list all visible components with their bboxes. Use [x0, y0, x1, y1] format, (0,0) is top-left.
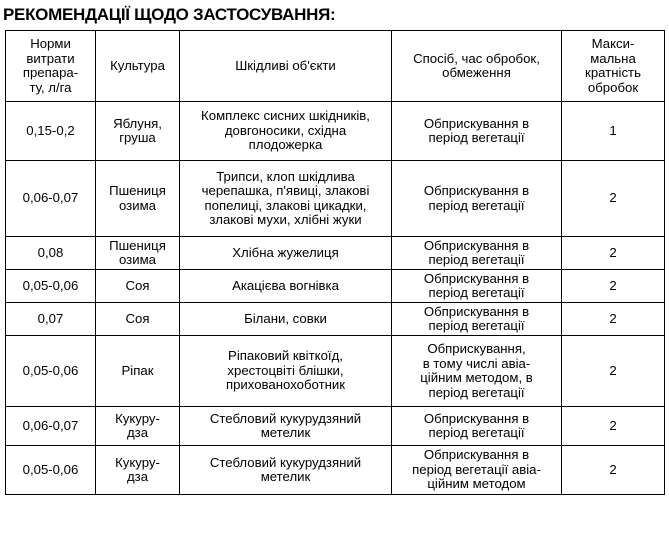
table-row	[6, 102, 665, 161]
recommendations-table	[5, 30, 665, 495]
cell-max-treatments: 2	[562, 446, 665, 495]
table-header-row	[6, 31, 665, 102]
table-row	[6, 446, 665, 495]
header-max-treatments: Макси- мальна кратність обробок	[562, 31, 665, 102]
cell-method: Обприскування в період вегетації	[392, 270, 562, 303]
table-row	[6, 161, 665, 237]
cell-crop: Ріпак	[96, 336, 180, 407]
cell-norm: 0,15-0,2	[6, 102, 96, 161]
header-pests: Шкідливі об'єкти	[180, 31, 392, 102]
cell-norm: 0,05-0,06	[6, 270, 96, 303]
cell-crop: Соя	[96, 270, 180, 303]
cell-max-treatments: 2	[562, 407, 665, 446]
cell-crop: Кукуру- дза	[96, 446, 180, 495]
cell-max-treatments: 2	[562, 336, 665, 407]
cell-method: Обприскування в період вегетації	[392, 161, 562, 237]
table-row	[6, 407, 665, 446]
table-row	[6, 237, 665, 270]
cell-crop: Пшениця озима	[96, 161, 180, 237]
cell-crop: Кукуру- дза	[96, 407, 180, 446]
cell-pests: Білани, совки	[180, 303, 392, 336]
cell-crop: Соя	[96, 303, 180, 336]
cell-max-treatments: 2	[562, 303, 665, 336]
cell-crop: Яблуня, груша	[96, 102, 180, 161]
cell-method: Обприскування в період вегетації	[392, 237, 562, 270]
cell-norm: 0,06-0,07	[6, 407, 96, 446]
table-row	[6, 303, 665, 336]
table-body	[6, 102, 665, 495]
cell-norm: 0,05-0,06	[6, 336, 96, 407]
cell-max-treatments: 2	[562, 161, 665, 237]
table-row	[6, 270, 665, 303]
cell-pests: Стебловий кукурудзяний метелик	[180, 407, 392, 446]
cell-pests: Хлібна жужелиця	[180, 237, 392, 270]
header-crop: Культура	[96, 31, 180, 102]
cell-method: Обприскування в період вегетації	[392, 407, 562, 446]
cell-method: Обприскування в період вегетації авіа- ційним методом	[392, 446, 562, 495]
cell-norm: 0,06-0,07	[6, 161, 96, 237]
cell-norm: 0,07	[6, 303, 96, 336]
cell-pests: Трипси, клоп шкідлива черепашка, п'явиці, злакові попелиці, злакові цикадки, злакові мухи, хлібні жуки	[180, 161, 392, 237]
cell-max-treatments: 2	[562, 270, 665, 303]
page-title: РЕКОМЕНДАЦІЇ ЩОДО ЗАСТОСУВАННЯ:	[3, 5, 336, 24]
cell-crop: Пшениця озима	[96, 237, 180, 270]
header-norm: Норми витрати препара- ту, л/га	[6, 31, 96, 102]
cell-max-treatments: 2	[562, 237, 665, 270]
cell-max-treatments: 1	[562, 102, 665, 161]
header-method: Спосіб, час обробок, обмеження	[392, 31, 562, 102]
cell-pests: Комплекс сисних шкідників, довгоносики, східна плодожерка	[180, 102, 392, 161]
cell-method: Обприскування в період вегетації	[392, 303, 562, 336]
cell-pests: Ріпаковий квіткоїд, хрестоцвіті блішки, прихованохоботник	[180, 336, 392, 407]
cell-pests: Акацієва вогнівка	[180, 270, 392, 303]
cell-norm: 0,08	[6, 237, 96, 270]
cell-method: Обприскування, в тому числі авіа- ційним методом, в період вегетації	[392, 336, 562, 407]
cell-norm: 0,05-0,06	[6, 446, 96, 495]
cell-method: Обприскування в період вегетації	[392, 102, 562, 161]
table-row	[6, 336, 665, 407]
cell-pests: Стебловий кукурудзяний метелик	[180, 446, 392, 495]
